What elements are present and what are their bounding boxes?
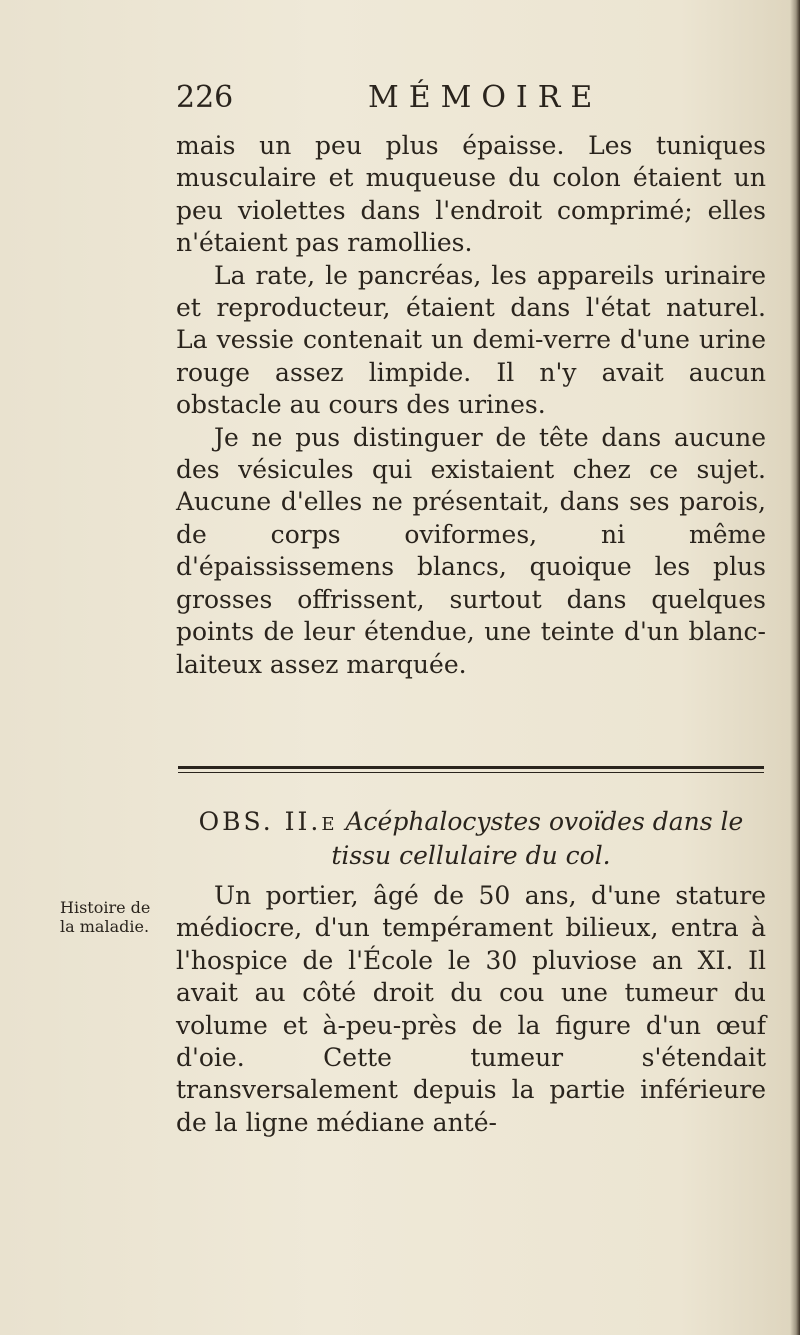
section-divider-thin [178, 772, 764, 773]
text-block-top [176, 130, 766, 681]
page-header [176, 80, 766, 120]
text-block-bottom [176, 880, 766, 1139]
observation-heading [176, 805, 766, 873]
margin-note: Histoire de la maladie. [60, 898, 151, 936]
paragraph: La rate, le pancréas, les appareils urinaire et reproducteur, étaient dans l'état naturel. La vessie contenait un demi-verre d'une urine rouge assez limpide. Il n'y avait aucun obstacle au cours des urines. [176, 260, 766, 420]
paragraph: Un portier, âgé de 50 ans, d'une stature médiocre, d'un tempérament bilieux, entra à l'hospice de l'École le 30 pluviose an XI. Il avait au côté droit du cou une tumeur du volume et à-peu-près de la figure d'un œuf d'oie. Cette tumeur s'étendait transversalement depuis la partie inférieure de la ligne médiane anté- [176, 881, 766, 1137]
page-number: 226 [176, 80, 234, 115]
section-divider [178, 766, 764, 769]
observation-label: OBS. II.e [198, 807, 338, 836]
observation-title: Acéphalocystes ovoïdes dans le tissu cellulaire du col. [331, 807, 744, 870]
paragraph: mais un peu plus épaisse. Les tuniques musculaire et muqueuse du colon étaient un peu violettes dans l'endroit comprimé; elles n'étaient pas ramollies. [176, 131, 766, 258]
page-edge-shadow [790, 0, 800, 1335]
paragraph: Je ne pus distinguer de tête dans aucune des vésicules qui existaient chez ce sujet. Aucune d'elles ne présentait, dans ses parois, de corps oviformes, ni même d'épaississemens blancs, quoique les plus grosses offrissent, surtout dans quelques points de leur étendue, une teinte d'un blanc-laiteux assez marquée. [176, 422, 766, 679]
running-title: MÉMOIRE [368, 80, 603, 115]
